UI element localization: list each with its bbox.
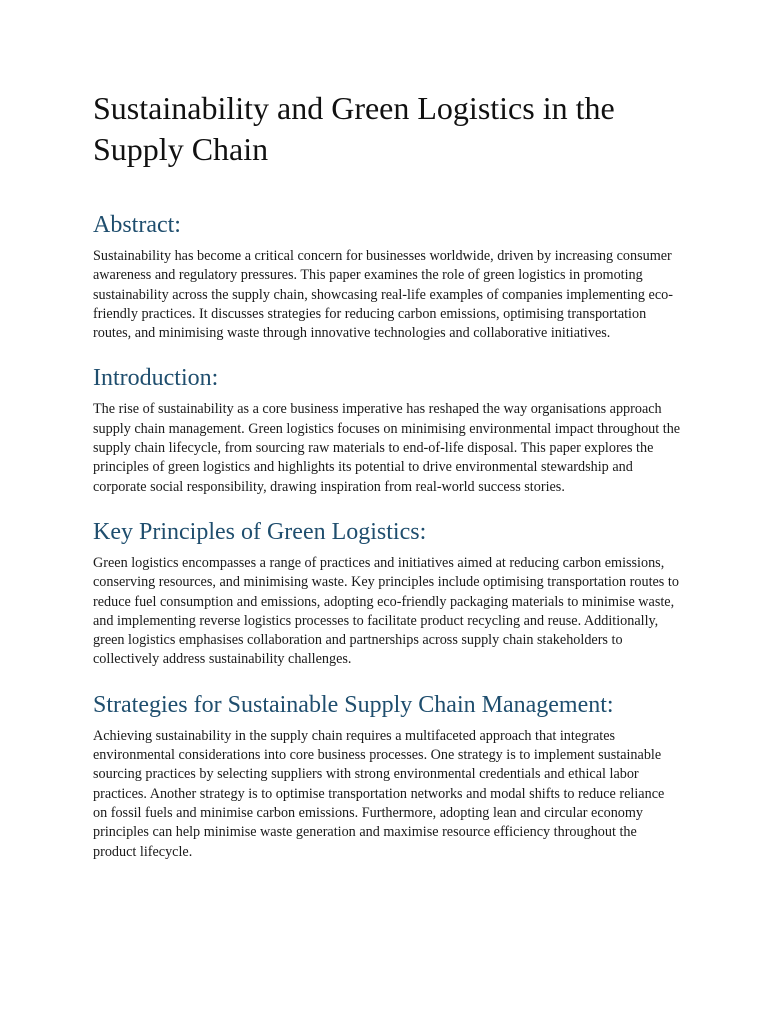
strategies-paragraph: Achieving sustainability in the supply chain requires a multifaceted approach that integrates environmental considerations into core business processes. One strategy is to implement sustainable sourcing practices by selecting suppliers with strong environmental credentials and ethical labor practices. Another strategy is to optimise transportation networks and modal shifts to reduce reliance on fossil fuels and minimise carbon emissions. Furthermore, adopting lean and circular economy principles can help minimise waste generation and maximise resource efficiency throughout the product lifecycle.: [93, 727, 665, 860]
key-principles-heading: Key Principles of Green Logistics:: [93, 518, 427, 545]
document-page: [93, 88, 681, 862]
abstract-heading: Abstract:: [93, 212, 181, 238]
abstract-paragraph: Sustainability has become a critical concern for businesses worldwide, driven by increasing consumer awareness and regulatory pressures. This paper examines the role of green logistics in promoting sustainability across the supply chain, showcasing real-life examples of companies implementing eco-friendly practices. It discusses strategies for reducing carbon emissions, optimising transportation routes, and minimising waste through innovative technologies and collaborative initiatives.: [93, 248, 673, 342]
key-principles-paragraph: Green logistics encompasses a range of practices and initiatives aimed at reducing carbon emissions, conserving resources, and minimising waste. Key principles include optimising transportation routes to reduce fuel consumption and emissions, adopting eco-friendly packaging materials to minimise waste, and implementing reverse logistics processes to facilitate product recycling and reuse. Additionally, green logistics emphasises collaboration and partnerships across supply chain stakeholders to collectively address sustainability challenges.: [93, 554, 679, 668]
strategies-heading: Strategies for Sustainable Supply Chain Management:: [93, 691, 614, 718]
document-title: Sustainability and Green Logistics in the Supply Chain: [93, 90, 615, 167]
introduction-paragraph: The rise of sustainability as a core business imperative has reshaped the way organisations approach supply chain management. Green logistics focuses on minimising environmental impact throughout the supply chain lifecycle, from sourcing raw materials to end-of-life disposal. This paper explores the principles of green logistics and highlights its potential to drive environmental stewardship and corporate social responsibility, drawing inspiration from real-world success stories.: [93, 401, 681, 495]
introduction-heading: Introduction:: [93, 365, 219, 392]
